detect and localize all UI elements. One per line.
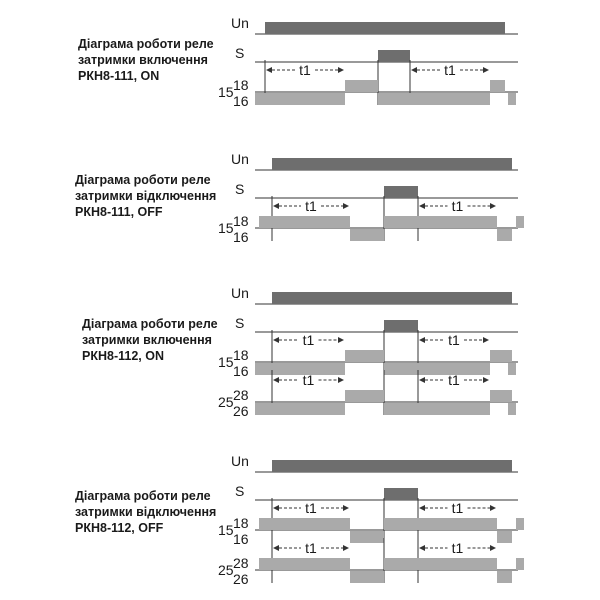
arrow-left-icon (419, 337, 425, 343)
un-pulse (272, 158, 512, 170)
caption-line: РКН8-111, ON (78, 69, 160, 83)
t1-dimension (273, 332, 344, 348)
t1-dimension (266, 62, 344, 78)
caption-line: Діаграма роботи реле (75, 489, 211, 503)
s-label: S (235, 483, 245, 499)
contact-nc-label: 26 (233, 571, 249, 587)
no-state (516, 558, 524, 570)
contact-group-2 (218, 370, 518, 419)
caption-line: Діаграма роботи реле (75, 173, 211, 187)
no-state (418, 558, 497, 570)
no-state (490, 390, 512, 402)
caption-line: Діаграма роботи реле (78, 37, 214, 51)
t1-dimension (273, 500, 349, 516)
t1-label: t1 (451, 198, 464, 214)
nc-state (418, 403, 490, 415)
s-pulse (384, 186, 418, 198)
arrow-left-icon (273, 337, 279, 343)
t1-dimension (411, 62, 489, 78)
caption-line: РКН8-111, OFF (75, 205, 163, 219)
caption-line: затримки відключення (75, 189, 217, 203)
arrow-right-icon (490, 545, 496, 551)
contact-no-label: 28 (233, 555, 249, 571)
no-state (516, 216, 524, 228)
no-state (384, 518, 418, 530)
no-state (345, 390, 384, 402)
no-state (259, 558, 350, 570)
un-pulse (265, 22, 505, 34)
arrow-left-icon (419, 545, 425, 551)
nc-state (508, 403, 516, 415)
contact-no-label: 18 (233, 77, 249, 93)
contact-common-label: 25 (218, 394, 234, 410)
contact-common-label: 15 (218, 84, 234, 100)
arrow-right-icon (483, 377, 489, 383)
contact-group-1 (218, 196, 524, 245)
t1-label: t1 (302, 372, 315, 388)
panel-3 (82, 285, 518, 419)
nc-state (497, 229, 512, 241)
nc-state (255, 363, 345, 375)
arrow-left-icon (273, 377, 279, 383)
no-state (384, 216, 418, 228)
un-label: Un (231, 151, 249, 167)
contact-no-label: 28 (233, 387, 249, 403)
nc-state (384, 363, 418, 375)
no-state (418, 518, 497, 530)
arrow-left-icon (273, 203, 279, 209)
no-state (490, 350, 512, 362)
arrow-right-icon (343, 505, 349, 511)
arrow-right-icon (343, 545, 349, 551)
t1-label: t1 (299, 62, 311, 78)
panel-1 (78, 15, 518, 109)
t1-dimension (273, 540, 349, 556)
contact-nc-label: 26 (233, 403, 249, 419)
t1-dimension (273, 198, 349, 214)
contact-common-label: 15 (218, 220, 234, 236)
t1-label: t1 (305, 500, 317, 516)
arrow-left-icon (419, 505, 425, 511)
caption-line: затримки відключення (75, 505, 217, 519)
contact-nc-label: 16 (233, 531, 249, 547)
t1-label: t1 (451, 540, 464, 556)
contact-group-2 (218, 538, 524, 587)
no-state (345, 80, 378, 92)
un-pulse (272, 460, 512, 472)
s-label: S (235, 45, 245, 61)
t1-label: t1 (302, 332, 315, 348)
contact-group-1 (218, 330, 518, 379)
nc-state (255, 93, 345, 105)
t1-label: t1 (451, 500, 464, 516)
contact-group-1 (218, 498, 524, 547)
un-label: Un (231, 15, 249, 31)
arrow-left-icon (266, 67, 272, 73)
no-state (516, 518, 524, 530)
t1-label: t1 (305, 198, 317, 214)
arrow-left-icon (419, 377, 425, 383)
s-pulse (378, 50, 410, 62)
contact-nc-label: 16 (233, 93, 249, 109)
caption-line: Діаграма роботи реле (82, 317, 218, 331)
arrow-right-icon (338, 67, 344, 73)
contact-group-1 (218, 60, 518, 109)
t1-label: t1 (448, 332, 460, 348)
arrow-left-icon (273, 545, 279, 551)
nc-state (508, 93, 516, 105)
contact-nc-label: 16 (233, 229, 249, 245)
nc-state (497, 571, 512, 583)
nc-state (508, 363, 516, 375)
arrow-right-icon (338, 377, 344, 383)
arrow-right-icon (338, 337, 344, 343)
contact-no-label: 18 (233, 213, 249, 229)
s-pulse (384, 488, 418, 500)
caption-line: РКН8-112, ON (82, 349, 164, 363)
un-pulse (272, 292, 512, 304)
t1-dimension (419, 540, 496, 556)
panel-2 (75, 151, 524, 245)
no-state (490, 80, 505, 92)
s-pulse (384, 320, 418, 332)
panel-4 (75, 453, 524, 587)
no-state (384, 558, 418, 570)
nc-state (410, 93, 490, 105)
no-state (345, 350, 384, 362)
nc-state (497, 531, 512, 543)
caption-line: затримки включення (82, 333, 212, 347)
caption-line: затримки включення (78, 53, 208, 67)
nc-state (255, 403, 345, 415)
s-label: S (235, 181, 245, 197)
t1-label: t1 (448, 372, 460, 388)
t1-dimension (419, 500, 496, 516)
nc-state (350, 571, 384, 583)
nc-state (350, 531, 384, 543)
contact-common-label: 15 (218, 522, 234, 538)
no-state (418, 216, 497, 228)
nc-state (378, 93, 410, 105)
arrow-right-icon (483, 67, 489, 73)
contact-no-label: 18 (233, 347, 249, 363)
contact-no-label: 18 (233, 515, 249, 531)
arrow-left-icon (411, 67, 417, 73)
arrow-right-icon (490, 505, 496, 511)
arrow-right-icon (483, 337, 489, 343)
arrow-left-icon (273, 505, 279, 511)
caption-line: РКН8-112, OFF (75, 521, 164, 535)
nc-state (350, 229, 384, 241)
no-state (259, 216, 350, 228)
un-label: Un (231, 285, 249, 301)
un-label: Un (231, 453, 249, 469)
t1-dimension (419, 332, 489, 348)
t1-label: t1 (444, 62, 456, 78)
s-label: S (235, 315, 245, 331)
nc-state (384, 403, 418, 415)
contact-nc-label: 16 (233, 363, 249, 379)
contact-common-label: 15 (218, 354, 234, 370)
t1-dimension (419, 198, 496, 214)
arrow-right-icon (343, 203, 349, 209)
contact-common-label: 25 (218, 562, 234, 578)
t1-label: t1 (305, 540, 317, 556)
arrow-left-icon (419, 203, 425, 209)
no-state (259, 518, 350, 530)
arrow-right-icon (490, 203, 496, 209)
